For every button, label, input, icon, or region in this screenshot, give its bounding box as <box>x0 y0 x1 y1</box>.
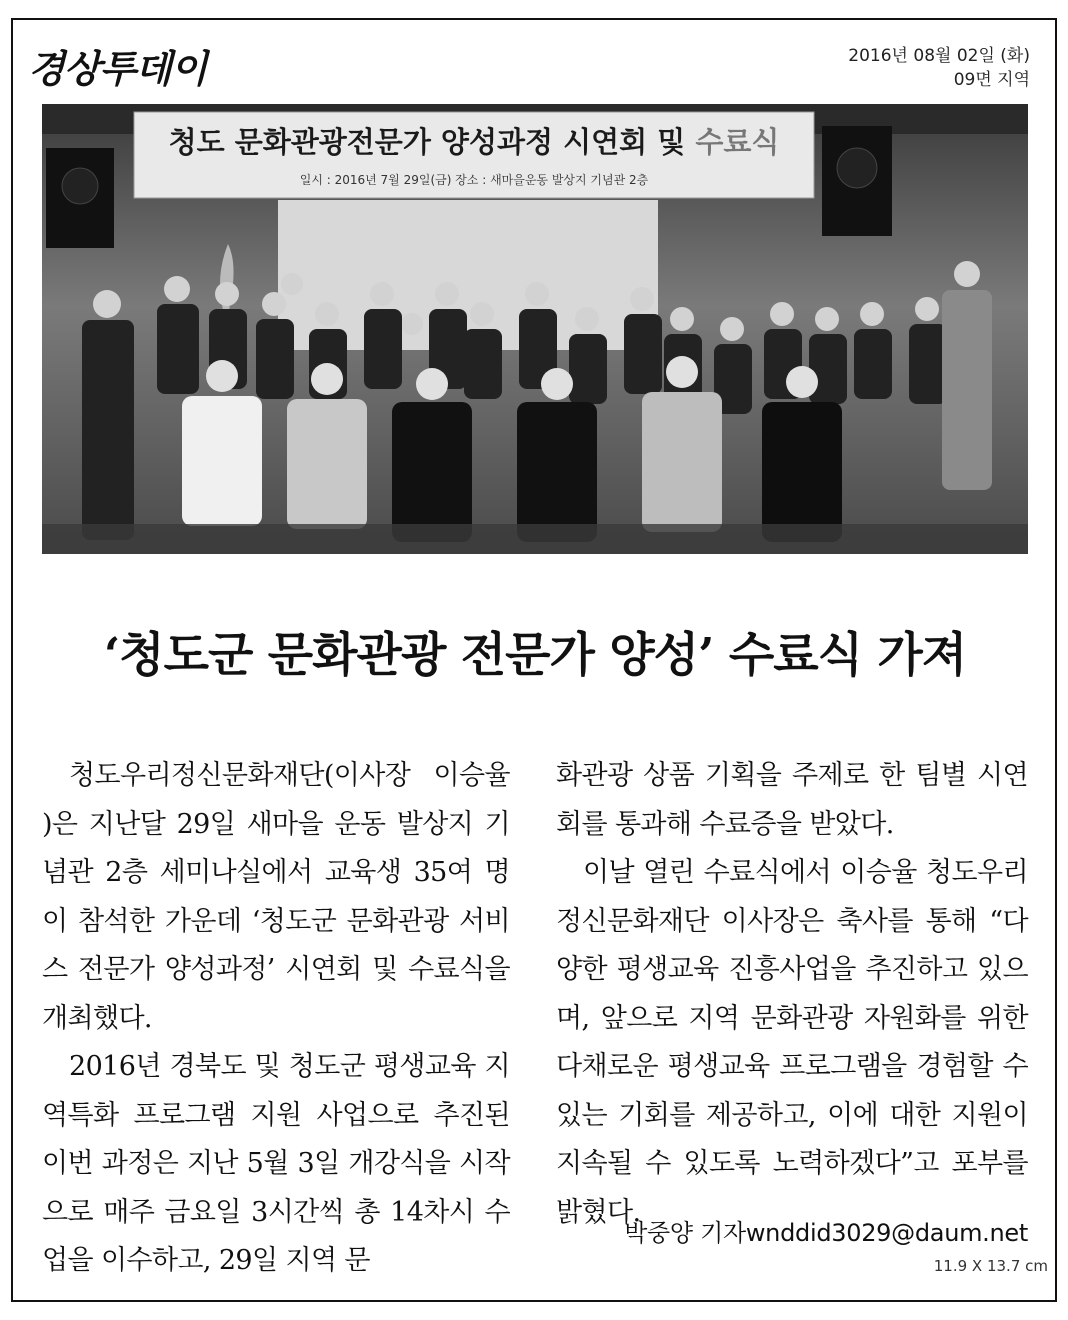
newspaper-masthead: 경상투데이 <box>28 47 207 91</box>
banner-title-emph: 수료식 <box>695 125 780 159</box>
reporter-byline: 박중양 기자wnddid3029@daum.net <box>624 1219 1028 1247</box>
clipping-size: 11.9 X 13.7 cm <box>933 1257 1048 1275</box>
body-paragraph: 청도우리정신문화재단(이사장 이승율 )은 지난달 29일 새마을 운동 발상지 기념관 2층 세미나실에서 교육생 35여 명이 참석한 가운데 ‘청도군 문화관광 서비스 전문가 양성과정’ 시연회 및 수료식을 개최했다. <box>42 760 510 1034</box>
banner-subline: 일시 : 2016년 7월 29일(금) 장소 : 새마을운동 발상지 기념관 2층 <box>299 173 649 187</box>
page-section: 09면 지역 <box>953 70 1030 90</box>
body-paragraph: 화관광 상품 기획을 주제로 한 팀별 시연회를 통과해 수료증을 받았다. <box>556 760 1028 840</box>
issue-info <box>848 44 1030 92</box>
article-headline: ‘청도군 문화관광 전문가 양성’ 수료식 가져 <box>103 628 967 683</box>
body-paragraph: 2016년 경북도 및 청도군 평생교육 지역특화 프로그램 지원 사업으로 추진된 이번 과정은 지난 5월 3일 개강식을 시작으로 매주 금요일 3시간씩 총 14차시 수업을 이수하고, 29일 지역 문 <box>42 1051 510 1276</box>
banner-title: 청도 문화관광전문가 양성과정 시연회 및 <box>168 125 696 159</box>
article-body-left <box>42 752 510 1286</box>
body-paragraph: 이날 열린 수료식에서 이승율 청도우리정신문화재단 이사장은 축사를 통해 “다양한 평생교육 진흥사업을 추진하고 있으며, 앞으로 지역 문화관광 자원화를 위한 다채로운 평생교육 프로그램을 경험할 수 있는 기회를 제공하고, 이에 대한 지원이 지속될 수 있도록 노력하겠다”고 포부를 밝혔다. <box>556 857 1028 1228</box>
group-photo <box>42 104 1028 554</box>
issue-date: 2016년 08월 02일 (화) <box>848 46 1030 66</box>
article-body-right <box>556 752 1028 1237</box>
svg-text:청도 문화관광전문가 양성과정 시연회 및 수료식 <box>169 125 780 159</box>
